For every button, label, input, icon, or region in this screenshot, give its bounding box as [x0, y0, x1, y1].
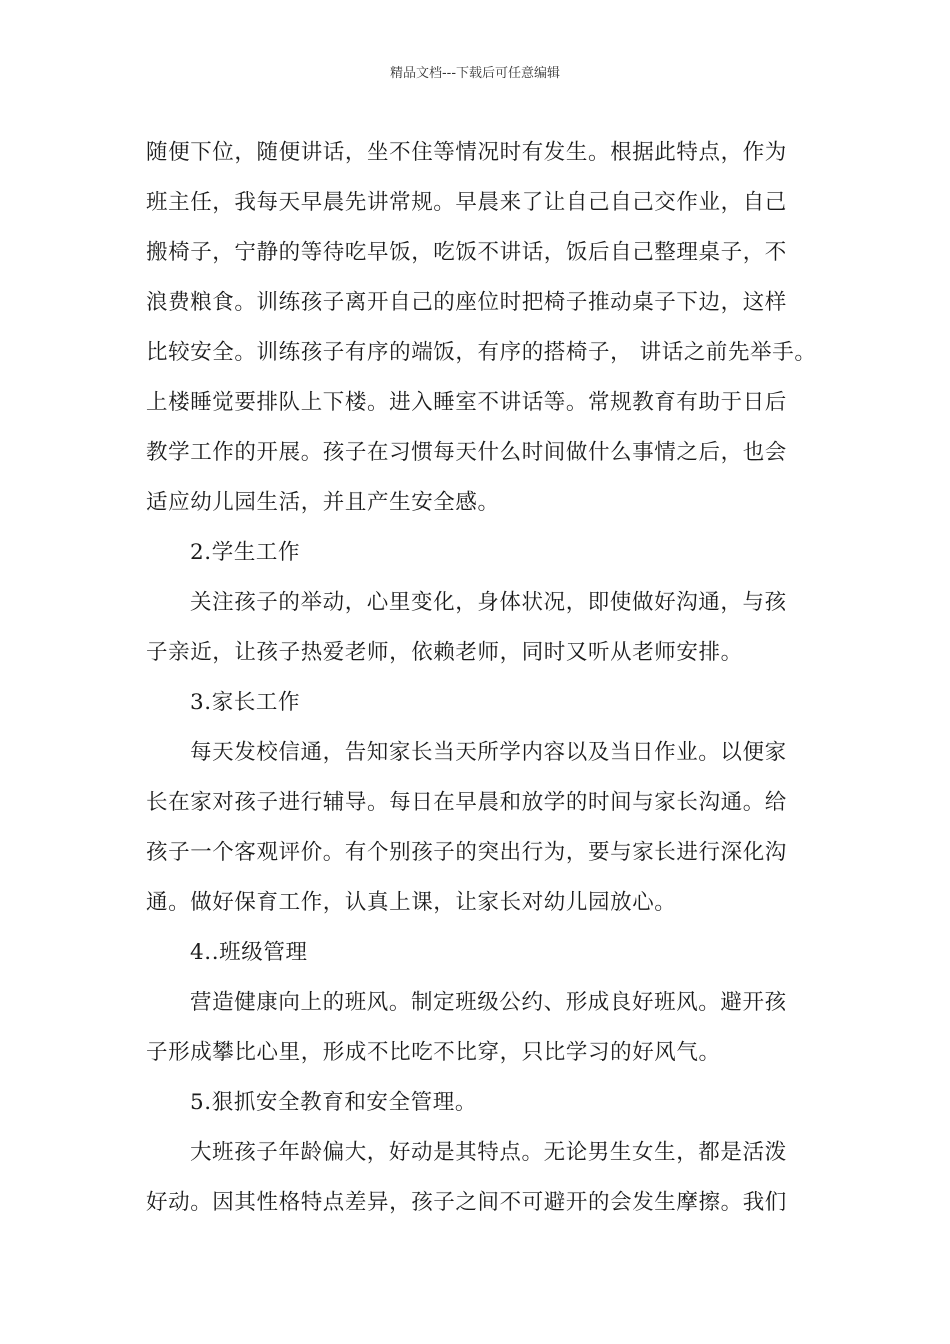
- text-line: 比较安全。训练孩子有序的端饭，有序的搭椅子， 讲话之前先举手。: [146, 340, 817, 365]
- text-line: 长在家对孩子进行辅导。每日在早晨和放学的时间与家长沟通。给: [146, 790, 787, 815]
- text-line: 适应幼儿园生活，并且产生安全感。: [146, 490, 500, 515]
- text-line: 搬椅子，宁静的等待吃早饭，吃饭不讲话，饭后自己整理桌子，不: [146, 240, 787, 265]
- text-line: 上楼睡觉要排队上下楼。进入睡室不讲话等。常规教育有助于日后: [146, 390, 787, 415]
- text-line: 随便下位，随便讲话，坐不住等情况时有发生。根据此特点，作为: [146, 140, 787, 165]
- text-line: 2.学生工作: [190, 540, 301, 565]
- document-body: [146, 128, 817, 1228]
- text-line: 大班孩子年龄偏大，好动是其特点。无论男生女生，都是活泼: [190, 1140, 787, 1165]
- text-line: 教学工作的开展。孩子在习惯每天什么时间做什么事情之后，也会: [146, 440, 787, 465]
- text-line: 4..班级管理: [190, 940, 308, 965]
- text-line: 每天发校信通，告知家长当天所学内容以及当日作业。以便家: [190, 740, 787, 765]
- text-line: 孩子一个客观评价。有个别孩子的突出行为，要与家长进行深化沟: [146, 840, 787, 865]
- text-line: 3.家长工作: [190, 690, 301, 715]
- text-line: 子形成攀比心里，形成不比吃不比穿，只比学习的好风气。: [146, 1040, 721, 1065]
- text-line: 浪费粮食。训练孩子离开自己的座位时把椅子推动桌子下边，这样: [146, 290, 787, 315]
- page-header: 精品文档---下载后可任意编辑: [389, 66, 561, 81]
- text-line: 5.狠抓安全教育和安全管理。: [190, 1090, 477, 1115]
- text-line: 好动。因其性格特点差异，孩子之间不可避开的会发生摩擦。我们: [146, 1190, 787, 1215]
- text-line: 班主任，我每天早晨先讲常规。早晨来了让自己自己交作业，自己: [146, 190, 787, 215]
- text-line: 子亲近，让孩子热爱老师，依赖老师，同时又听从老师安排。: [146, 640, 743, 665]
- text-line: 关注孩子的举动，心里变化，身体状况，即使做好沟通，与孩: [190, 590, 787, 615]
- text-line: 通。做好保育工作，认真上课，让家长对幼儿园放心。: [146, 890, 677, 915]
- text-line: 营造健康向上的班风。制定班级公约、形成良好班风。避开孩: [190, 990, 787, 1015]
